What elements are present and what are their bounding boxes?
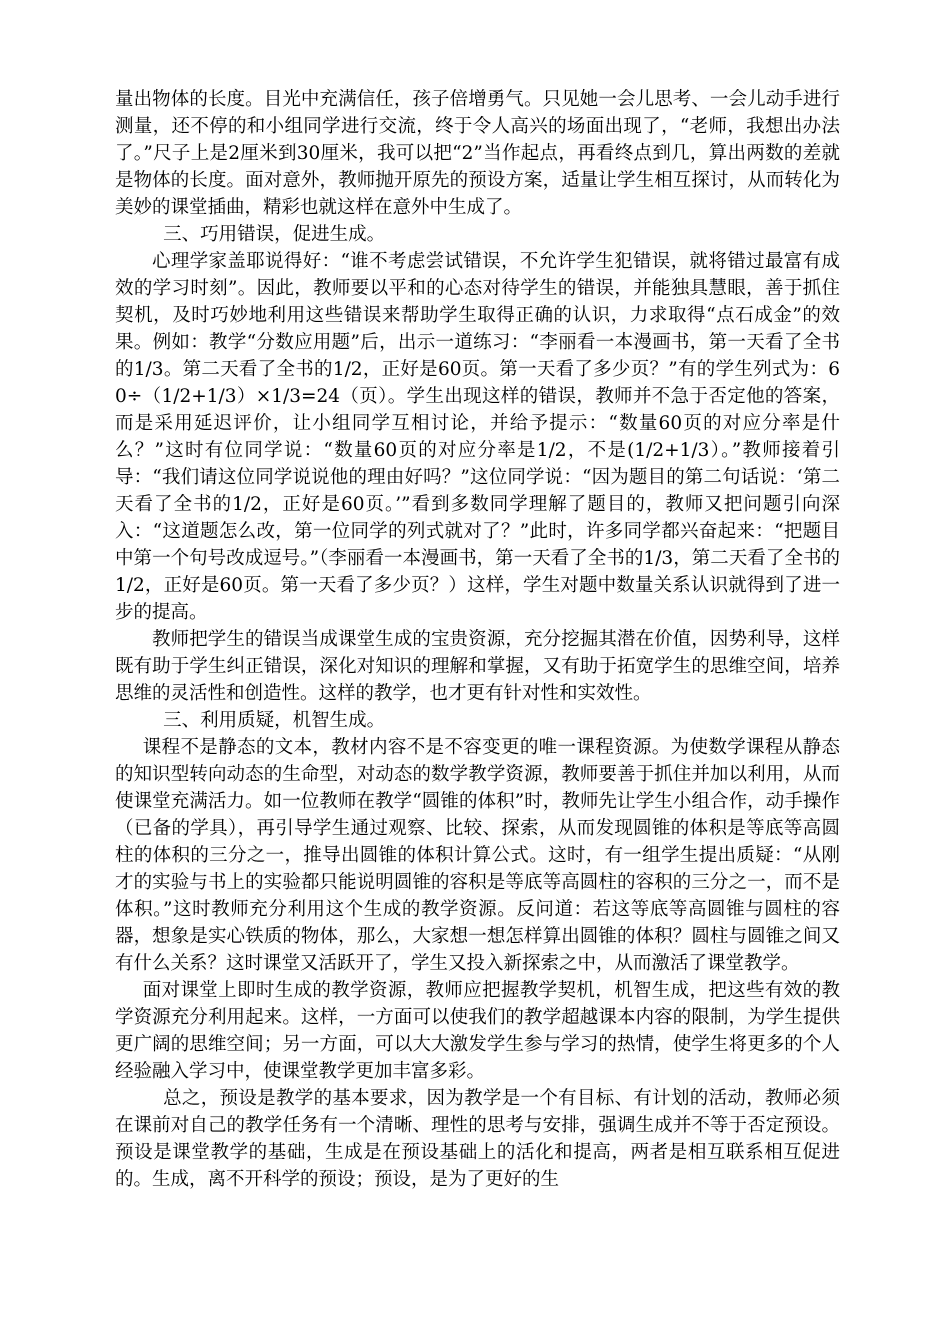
section-heading-mistakes: 三、巧用错误，促进生成。 bbox=[163, 224, 386, 245]
paragraph-mistakes-example: 心理学家盖耶说得好：“谁不考虑尝试错误，不允许学生犯错误，就将错过最富有成效的学习时刻”。因此，教师要以平和的心态对待学生的错误，并能独具慧眼，善于抓住契机，及时巧妙地利用这些错误来帮助学生取得正确的认识，力求取得“点石成金”的效果。例如：教学“分数应用题”后，出示一道练习：“李丽看一本漫画书，第一天看了全书的1/3。第二天看了全书的1/2，正好是60页。第一天看了多少页？”有的学生列式为：60÷（1/2+1/3）×1/3=24（页）。学生出现这样的错误，教师并不急于否定他的答案，而是采用延迟评价，让小组同学互相讨论，并给予提示：“数量60页的对应分率是什么？”这时有位同学说：“数量60页的对应分率是1/2，不是(1/2+1/3）。”教师接着引导：“我们请这位同学说说他的理由好吗？”这位同学说：“因为题目的第二句话说：‘第二天看了全书的1/2，正好是60页。’”看到多数同学理解了题目的，教师又把问题引向深入：“这道题怎么改，第一位同学的列式就对了？”此时，许多同学都兴奋起来：“把题目中第一个句号改成逗号。”（李丽看一本漫画书，第一天看了全书的1/3，第二天看了全书的1/2，正好是60页。第一天看了多少页？）这样，学生对题中数量关系认识就得到了进一步的提高。 bbox=[115, 251, 840, 623]
paragraph-mistakes-summary: 教师把学生的错误当成课堂生成的宝贵资源，充分挖掘其潜在价值，因势利导，这样既有助于学生纠正错误，深化对知识的理解和掌握，又有助于拓宽学生的思维空间，培养思维的灵活性和创造性。这样的教学，也才更有针对性和实效性。 bbox=[115, 629, 840, 704]
paragraph-continuation: 量出物体的长度。目光中充满信任，孩子倍增勇气。只见她一会儿思考、一会儿动手进行测量，还不停的和小组同学进行交流，终于令人高兴的场面出现了，“老师，我想出办法了。”尺子上是2厘米到30厘米，我可以把“2”当作起点，再看终点到几，算出两数的差就是物体的长度。面对意外，教师抛开原先的预设方案，适量让学生相互探讨，从而转化为美妙的课堂插曲，精彩也就这样在意外中生成了。 bbox=[115, 89, 840, 218]
document-body bbox=[115, 86, 840, 1193]
section-heading-questioning: 三、利用质疑，机智生成。 bbox=[163, 710, 386, 731]
paragraph-questioning-summary: 面对课堂上即时生成的教学资源，教师应把握教学契机，机智生成，把这些有效的教学资源充分利用起来。这样，一方面可以使我们的教学超越课本内容的限制，为学生提供更广阔的思维空间；另一方面，可以大大激发学生参与学习的热情，使学生将更多的个人经验融入学习中，使课堂教学更加丰富多彩。 bbox=[115, 980, 840, 1082]
paragraph-conclusion: 总之，预设是教学的基本要求，因为教学是一个有目标、有计划的活动，教师必须在课前对自己的教学任务有一个清晰、理性的思考与安排，强调生成并不等于否定预设。预设是课堂教学的基础，生成是在预设基础上的活化和提高，两者是相互联系相互促进的。生成，离不开科学的预设；预设，是为了更好的生 bbox=[115, 1088, 840, 1190]
paragraph-questioning-example: 课程不是静态的文本，教材内容不是不容变更的唯一课程资源。为使数学课程从静态的知识型转向动态的生命型，对动态的数学教学资源，教师要善于抓住并加以利用，从而使课堂充满活力。如一位教师在教学“圆锥的体积”时，教师先让学生小组合作，动手操作（已备的学具），再引导学生通过观察、比较、探索，从而发现圆锥的体积是等底等高圆柱的体积的三分之一，推导出圆锥的体积计算公式。这时，有一组学生提出质疑：“从刚才的实验与书上的实验都只能说明圆锥的容积是等底等高圆柱的容积的三分之一，而不是体积。”这时教师充分利用这个生成的教学资源。反问道：若这等底等高圆锥与圆柱的容器，想象是实心铁质的物体，那么，大家想一想怎样算出圆锥的体积？圆柱与圆锥之间又有什么关系？这时课堂又活跃开了，学生又投入新探索之中，从而激活了课堂教学。 bbox=[115, 737, 840, 974]
